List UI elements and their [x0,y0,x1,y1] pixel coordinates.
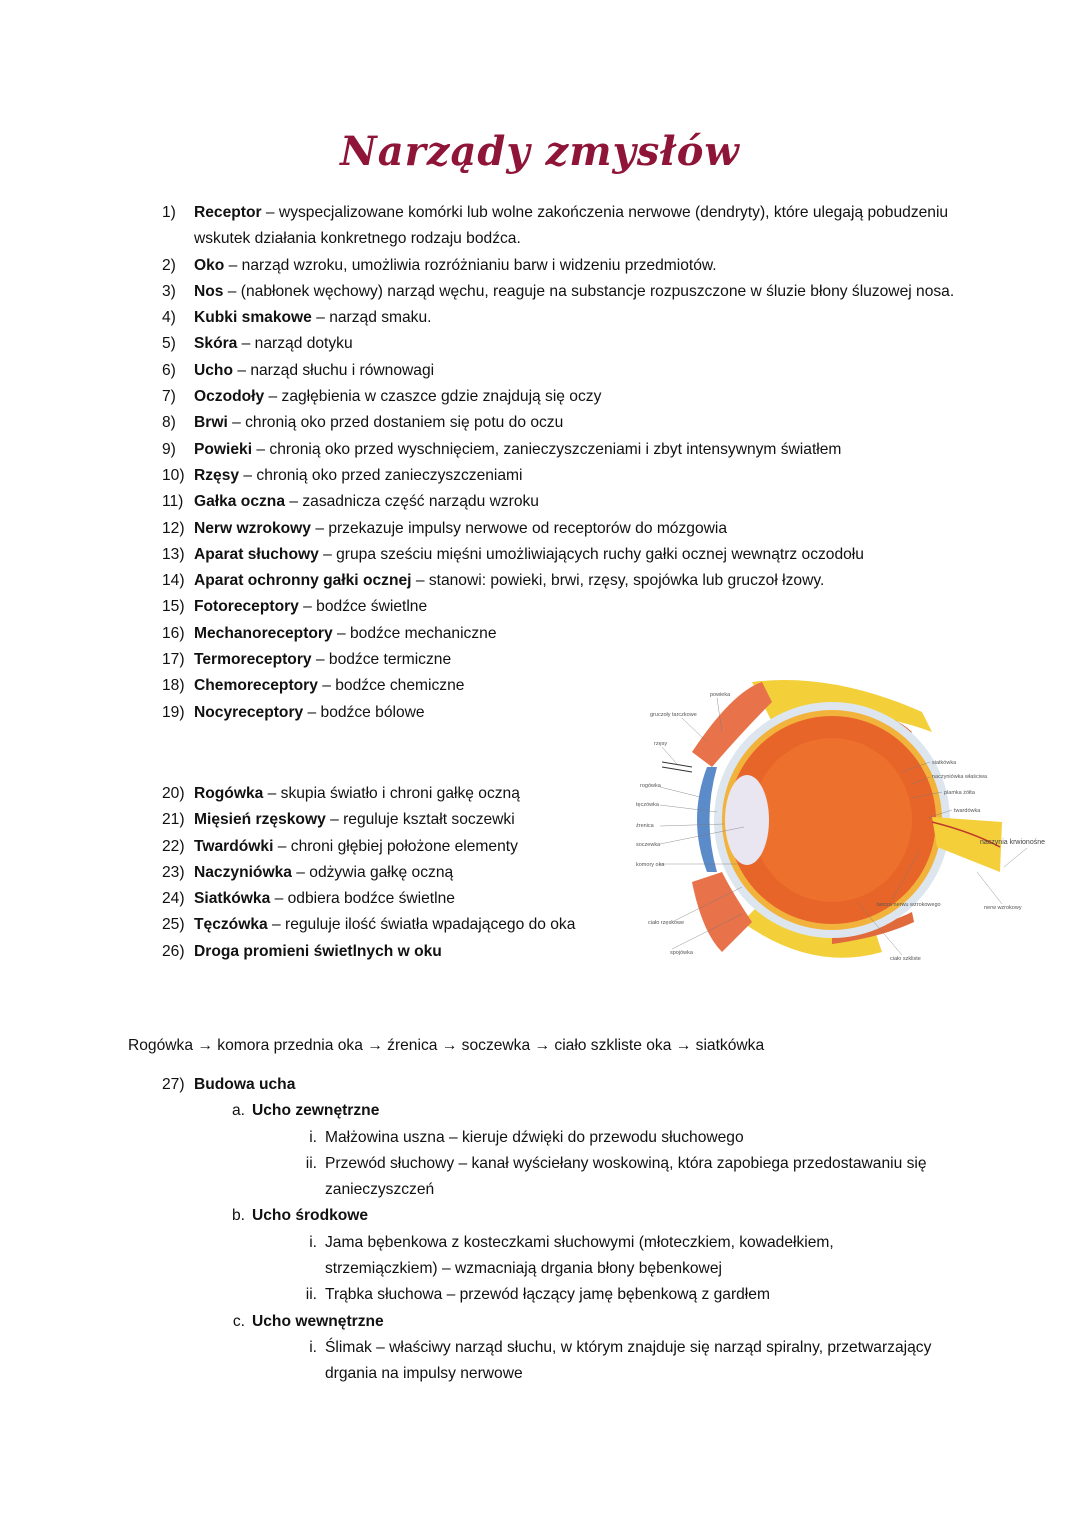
list-item [162,542,962,568]
item-text [194,253,962,279]
item-number: 9) [162,440,176,458]
part-title: Ucho środkowe [252,1207,369,1225]
item-number: 23) [162,863,185,881]
label-komory: komory oka [636,862,665,868]
ear-part [162,1203,962,1229]
list-item [162,200,962,253]
item-term: Mięsień rzęskowy [194,811,326,829]
item-number: 10) [162,466,185,484]
item-text [194,437,962,463]
item-number: 3) [162,282,176,300]
part-title: Ucho zewnętrzne [252,1102,380,1120]
item-description: – narząd słuchu i równowagi [232,361,435,379]
item-text [194,860,634,886]
label-plamka: plamka żółta [944,790,975,796]
item-term: Nerw wzrokowy [194,519,311,537]
item-number: 2) [162,256,176,274]
ear-subpart [162,1125,962,1151]
list-item [162,253,962,279]
label-nerw: nerw wzrokowy [984,905,1022,911]
ear-subpart [162,1335,962,1388]
item-term: Ucho [194,361,233,379]
list-item [162,621,962,647]
label-siatkowka: siatkówka [932,760,957,766]
item-description: – zasadnicza część narządu wzroku [285,493,539,511]
list-item [162,279,962,305]
item-number: 16) [162,624,185,642]
part-title: Ucho wewnętrzne [252,1312,384,1330]
label-cialo-szkliste: ciało szkliste [890,956,921,962]
item-term: Receptor [194,204,262,221]
item-term: Rzęsy [194,466,240,484]
label-zrenica: źrenica [636,823,654,829]
item-text [194,542,962,568]
item-description: – przekazuje impulsy nerwowe od receptorów do mózgowia [310,519,728,537]
item-description: – bodźce chemiczne [317,677,465,695]
item-text [194,886,634,912]
item-number: 14) [162,572,185,590]
item-description: – bodźce świetlne [298,598,428,616]
subpart-text: Przewód słuchowy – kanał wyściełany woskowiną, która zapobiega przedostawaniu się zanieczyszczeń [325,1154,927,1199]
item-number: 7) [162,388,176,406]
list-item [162,358,962,384]
subpart-text: Jama bębenkowa z kosteczkami słuchowymi (młoteczkiem, kowadełkiem, strzemiączkiem) – wzmacniają drgania błony bębenkowej [325,1233,834,1278]
subpart-marker: i. [309,1128,317,1146]
subpart-marker: ii. [305,1286,317,1304]
item-text [194,912,634,938]
item-text [194,834,634,860]
item-term: Kubki smakowe [194,309,312,327]
item-number: 15) [162,598,185,616]
item-description: – stanowi: powieki, brwi, rzęsy, spojówka lub gruczoł łzowy. [411,572,825,590]
label-soczewka: soczewka [636,842,661,848]
list-item [162,437,962,463]
list-item [162,594,962,620]
item-number: 11) [162,493,184,511]
list-item [162,331,962,357]
list-item [162,647,962,673]
item-text [194,463,962,489]
ear-subpart [162,1151,962,1204]
item-text [194,621,634,647]
item-number: 22) [162,837,185,855]
item-number: 21) [162,811,185,829]
item-term: Fotoreceptory [194,598,299,616]
item-number: 12) [162,519,185,537]
item-description: – chronią oko przed dostaniem się potu do oczu [227,414,564,432]
list-item [162,568,962,594]
label-tarcza: tarcza nerwu wzrokowego [877,902,941,908]
item-description: – bodźce mechaniczne [332,624,497,642]
list-item [162,410,962,436]
item-number: 25) [162,916,185,934]
subpart-text: Trąbka słuchowa – przewód łączący jamę bębenkową z gardłem [325,1286,770,1304]
item-text [194,200,962,253]
item-text [194,331,962,357]
item-term: Termoreceptory [194,651,312,669]
item-number: 27) [162,1076,185,1093]
subpart-marker: i. [309,1338,317,1356]
item-description: – skupia światło i chroni gałkę oczną [263,784,520,802]
part-marker: c. [232,1312,245,1330]
item-description: – reguluje kształt soczewki [325,811,515,829]
ear-subpart [162,1230,962,1283]
item-text [194,700,634,726]
item-text [194,305,962,331]
item-description: – grupa sześciu mięśni umożliwiających ruchy gałki ocznej wewnątrz oczodołu [318,545,864,563]
item-term: Aparat słuchowy [194,545,319,563]
item-number: 13) [162,545,185,563]
item-description: – narząd wzroku, umożliwia rozróżnianiu barw i widzeniu przedmiotów. [224,256,717,274]
item-number: 18) [162,677,185,695]
item-text [194,594,634,620]
label-naczynia: naczynia krwionośne [980,839,1045,846]
item-term: Powieki [194,440,253,458]
page-title: Narządy zmysłów [340,128,740,175]
item-number: 17) [162,651,185,669]
item-description: – bodźce termiczne [311,651,452,669]
ear-subpart [162,1282,962,1308]
ear-part [162,1098,962,1124]
item-number: 8) [162,414,176,432]
eye-anatomy-diagram [632,672,1048,964]
item-term: Droga promieni świetlnych w oku [194,942,442,960]
item-term: Twardówki [194,837,274,855]
list-item [162,463,962,489]
item-text [194,279,962,305]
item-text [194,384,962,410]
item-description: – zagłębienia w czaszce gdzie znajdują się oczy [264,388,602,406]
item-number: 5) [162,335,176,353]
subpart-marker: i. [309,1233,317,1251]
item-term: Tęczówka [194,916,268,934]
ear-part [162,1309,962,1335]
item-text [194,516,962,542]
label-rogowka: rogówka [640,783,661,789]
label-teczowka: tęczówka [636,802,659,808]
item-description: – chronią oko przed wyschnięciem, zanieczyszczeniami i zbyt intensywnym światłem [252,440,842,458]
item-number: 26) [162,942,185,960]
label-cialo-rzeskowe: ciało rzęskowe [648,920,685,926]
item-text [194,673,634,699]
item-text [194,781,634,807]
ear-title: Budowa ucha [194,1076,296,1093]
item-term: Nos [194,282,224,300]
light-path-flow: Rogówka → komora przednia oka → źrenica → soczewka → ciało szkliste oka → siatkówka [128,1037,765,1054]
item-description: – (nabłonek węchowy) narząd węchu, reaguje na substancje rozpuszczone w śluzie błony śluzowej nosa. [223,282,955,300]
subpart-marker: ii. [305,1154,317,1172]
part-marker: b. [231,1207,245,1225]
item-number: 20) [162,784,185,802]
label-powieka: powieka [710,692,731,698]
item-description: – wyspecjalizowane komórki lub wolne zakończenia nerwowe (dendryty), które ulegają pobudzeniu wskutek działania konkretnego rodzaju bodźca. [194,204,949,248]
ear-section [162,1072,962,1388]
item-text [194,939,634,965]
item-description: – odbiera bodźce świetlne [270,890,455,908]
item-description: – narząd dotyku [237,335,353,353]
label-gruczoly: gruczoły tarczkowe [650,712,697,718]
item-term: Rogówka [194,784,264,802]
item-text [194,647,634,673]
item-number: 4) [162,309,176,327]
item-term: Naczyniówka [194,863,292,881]
list-item [162,305,962,331]
item-term: Aparat ochronny gałki ocznej [194,572,412,590]
item-description: – chronią oko przed zanieczyszczeniami [239,466,523,484]
item-number: 24) [162,890,185,908]
item-term: Mechanoreceptory [194,624,333,642]
item-term: Siatkówka [194,890,271,908]
list-item [162,489,962,515]
item-description: – odżywia gałkę oczną [291,863,454,881]
subpart-text: Małżowina uszna – kieruje dźwięki do przewodu słuchowego [325,1128,744,1146]
item-description: – bodźce bólowe [303,703,425,721]
item-term: Gałka oczna [194,493,286,511]
item-term: Nocyreceptory [194,703,304,721]
list-item [162,516,962,542]
item-term: Brwi [194,414,228,432]
label-naczyniowka: naczyniówka właściwa [932,774,988,780]
item-number: 1) [162,204,176,221]
item-term: Oko [194,256,225,274]
label-spojowka: spojówka [670,950,693,956]
item-text [194,358,962,384]
item-description: – reguluje ilość światła wpadającego do oka [267,916,576,934]
item-text [194,489,962,515]
item-description: – narząd smaku. [311,309,432,327]
subpart-text: Ślimak – właściwy narząd słuchu, w którym znajduje się narząd spiralny, przetwarzający drgania na impulsy nerwowe [325,1338,932,1383]
item-text [194,807,634,833]
item-term: Skóra [194,335,238,353]
item-number: 19) [162,703,185,721]
list-item [162,384,962,410]
item-term: Chemoreceptory [194,677,318,695]
lens [725,775,769,865]
item-number: 6) [162,361,176,379]
item-term: Oczodoły [194,388,265,406]
label-twardowka: twardówka [954,808,981,814]
item-description: – chroni głębiej położone elementy [273,837,518,855]
item-text [194,410,962,436]
part-marker: a. [231,1102,245,1120]
label-rzesy: rzęsy [654,741,668,747]
item-text [194,568,962,594]
